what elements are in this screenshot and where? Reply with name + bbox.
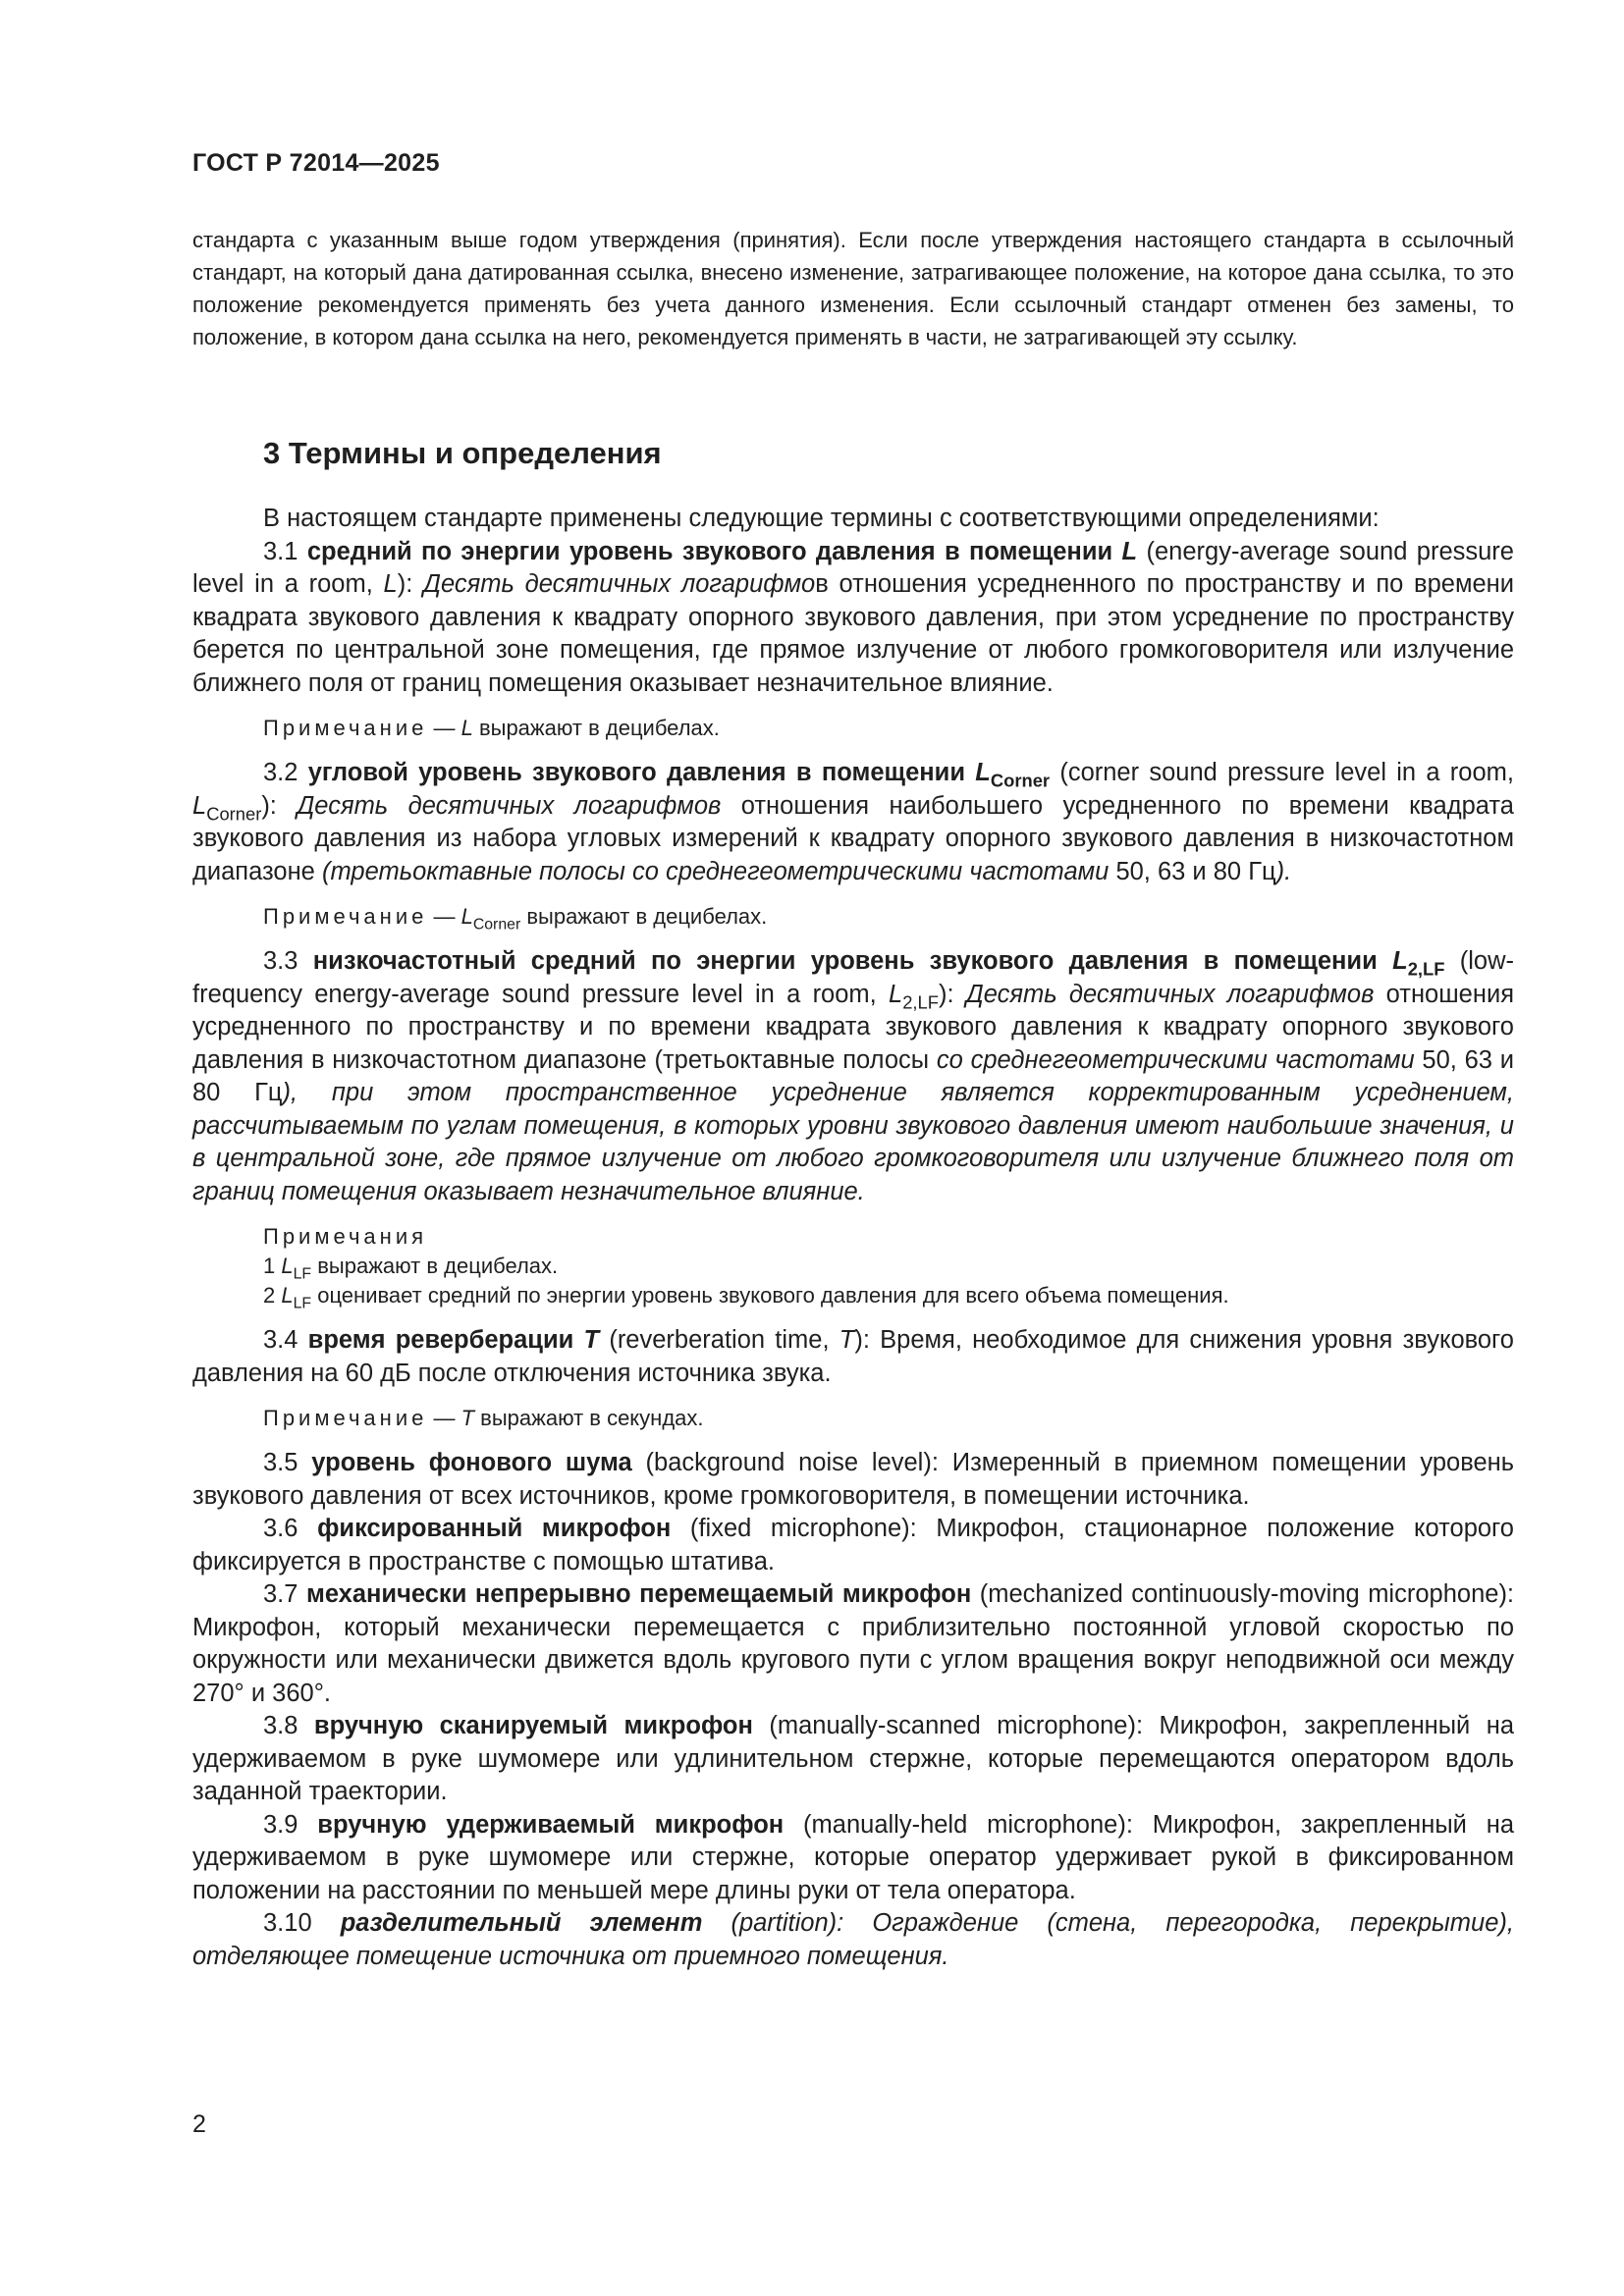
term-3-2: 3.2 угловой уровень звукового давления в помещении $L_{Corner}$ (corner sound pressure level in a room, $L_{Corner}$): Десять десятичных логарифмов отношения наибольшего усредненного по времени квадрата звукового давления из набора угловых измерений к квадрату опорного звукового давления в низкочастотном диапазоне (третьоктавные полосы со среднегеометрическими частотами 50, 63 и 80 Гц).	[192, 759, 1514, 885]
term-3-10: 3.10 разделительный элемент (partition): Ограждение (стена, перегородка, перекрытие), отделяющее помещение источника от приемного помещения.	[192, 1909, 1514, 1970]
term-name: время реверберации	[307, 1326, 574, 1354]
term-3-3: 3.3 низкочастотный средний по энергии уровень звукового давления в помещении $L_{2,LF}$ (low-frequency energy-average sound pressure level in a room, $L_{2,LF}$): Десять десятичных логарифмов отношения усредненного по пространству и по времени квадрата звукового давления к квадрату опорного звукового давления в низкочастотном диапазоне (третьоктавные полосы со среднегеометрическими частотами 50, 63 и 80 Гц), при этом пространственное усреднение является корректированным усреднением, рассчитываемым по углам помещения, в которых уровни звукового давления имеют наибольшие значения, и в центральной зоне, где прямое излучение от любого громкоговорителя или излучение ближнего поля от границ помещения оказывает незначительное влияние.	[192, 947, 1515, 1205]
term-english: energy-average sound pressure level in a room	[192, 537, 1514, 598]
term-definition: в отношения усредненного по пространству и по времени квадрата звукового давления к квадрату опорного звукового давления, при этом усреднение по пространству берется по центральной зоне помещения, где прямое излучение от любого громкоговорителя или излучение ближнего поля от границ помещения оказывает незначительное влияние.	[192, 570, 1514, 697]
page-number: 2	[192, 2110, 206, 2138]
term-name: низкочастотный средний по энергии уровень звукового давления в помещении	[312, 947, 1378, 975]
term-name: угловой уровень звукового давления в помещении	[307, 759, 966, 786]
term-symbol: L	[1121, 537, 1138, 565]
note-3-3-item-2: 2 $L_{LF}$ оценивает средний по энергии уровень звукового давления для всего объема помещения.	[263, 1283, 1229, 1312]
note-3-2: Примечание — $L_{Corner}$ выражают в децибелах.	[263, 904, 768, 934]
term-3-1: 3.1 средний по энергии уровень звукового давления в помещении L (energy-average sound pressure level in a room, L): Десять десятичных логарифмов отношения усредненного по пространству и по времени квадрата звукового давления к квадрату опорного звукового давления, при этом усреднение по пространству берется по центральной зоне помещения, где прямое излучение от любого громкоговорителя или излучение ближнего поля от границ помещения оказывает незначительное влияние.	[192, 537, 1514, 697]
term-name: средний по энергии уровень звукового давления в помещении	[306, 537, 1113, 565]
section-title: 3 Термины и определения	[263, 436, 662, 470]
notes-3-3-heading: Примечания	[263, 1224, 428, 1249]
term-english: low-frequency energy-average sound pressure level in a room	[192, 947, 1514, 1008]
note-3-1: Примечание — L выражают в децибелах.	[263, 716, 720, 740]
term-3-8: 3.8 вручную сканируемый микрофон (manually-scanned microphone): Микрофон, закрепленный на удерживаемом в руке шумомере или удлинительном стержне, которые перемещаются оператором вдоль заданной траектории.	[192, 1712, 1515, 1805]
term-3-6: 3.6 фиксированный микрофон (fixed microphone): Микрофон, стационарное положение которого фиксируется в пространстве с помощью штатива.	[192, 1515, 1514, 1575]
term-name: уровень фонового шума	[311, 1449, 632, 1476]
intro-paragraph: стандарта с указанным выше годом утверждения (принятия). Если после утверждения настоящего стандарта в ссылочный стандарт, на который дана датированная ссылка, внесено изменение, затрагивающее положение, на которое дана ссылка, то это положение рекомендуется применять без учета данного изменения. Если ссылочный стандарт отменен без замены, то положение, в котором дана ссылка на него, рекомендуется применять в части, не затрагивающей эту ссылку.	[192, 228, 1514, 349]
term-name: разделительный элемент	[340, 1909, 703, 1937]
term-name: вручную удерживаемый микрофон	[317, 1810, 785, 1839]
note-3-4: Примечание — T выражают в секундах.	[263, 1406, 704, 1430]
term-name: вручную сканируемый микрофон	[313, 1712, 753, 1739]
section-lead: В настоящем стандарте применены следующие термины с соответствующими определениями:	[263, 505, 1380, 532]
terms-body	[192, 503, 1514, 1973]
note-3-3-item-1: 1 $L_{LF}$ выражают в децибелах.	[263, 1254, 559, 1283]
term-name: механически непрерывно перемещаемый микрофон	[305, 1580, 972, 1608]
term-3-5: 3.5 уровень фонового шума (background noise level): Измеренный в приемном помещении уровень звукового давления от всех источников, кроме громкоговорителя, в помещении источника.	[192, 1449, 1515, 1510]
standard-id-header: ГОСТ Р 72014—2025	[192, 149, 440, 177]
term-3-7: 3.7 механически непрерывно перемещаемый микрофон (mechanized continuously-moving microphone): Микрофон, который механически перемещается с приблизительно постоянной угловой скоростью по окружности или механически движется вдоль кругового пути с углом вращения вокруг неподвижной оси между 270° и 360°.	[192, 1580, 1515, 1707]
term-3-4: 3.4 время реверберации T (reverberation time, T): Время, необходимое для снижения уровня звукового давления на 60 дБ после отключения источника звука.	[192, 1326, 1514, 1387]
term-name: фиксированный микрофон	[317, 1515, 672, 1542]
term-english: corner sound pressure level in a room	[1067, 759, 1507, 786]
term-3-9: 3.9 вручную удерживаемый микрофон (manually-held microphone): Микрофон, закрепленный на удерживаемом в руке шумомере или стержне, которые оператор удерживает рукой в фиксированном положении на расстоянии по меньшей мере длины руки от тела оператора.	[192, 1810, 1515, 1904]
term-definition-italic: Десять десятичных логарифмо	[423, 570, 816, 598]
